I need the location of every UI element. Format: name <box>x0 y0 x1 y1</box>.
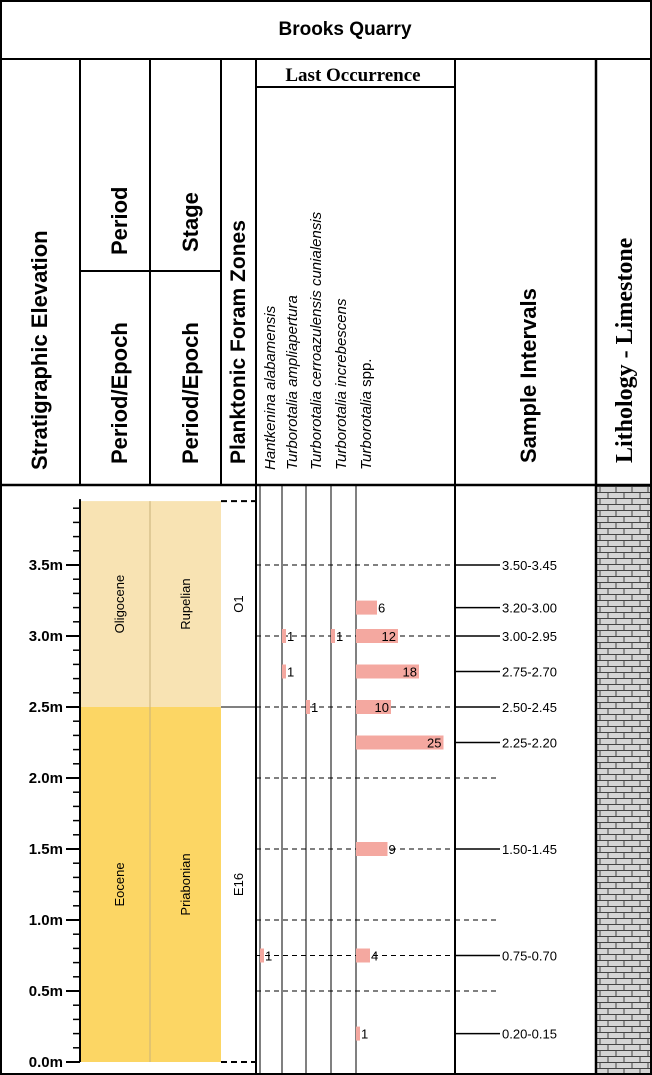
sample-intervals-header: Sample Intervals <box>516 288 541 463</box>
sample-interval-label: 3.20-3.00 <box>502 600 557 616</box>
count-label: 4 <box>371 948 379 964</box>
zones-header: Planktonic Foram Zones <box>227 220 250 464</box>
count-label: 6 <box>378 600 386 616</box>
count-bar <box>331 629 335 643</box>
count-bar <box>282 629 286 643</box>
count-label: 1 <box>265 948 273 964</box>
count-label: 9 <box>388 842 396 857</box>
count-label: 1 <box>336 629 344 644</box>
y-tick-label: 3.0m <box>28 628 63 645</box>
count-label: 12 <box>381 629 396 644</box>
zone-label: O1 <box>231 595 246 613</box>
y-tick-label: 1.5m <box>28 841 63 858</box>
count-bar <box>260 949 264 963</box>
species-label: Turborotalia spp. <box>358 358 375 470</box>
stage-label: Rupelian <box>178 578 193 630</box>
sample-interval-label: 3.50-3.45 <box>502 558 557 573</box>
count-label: 1 <box>287 629 295 644</box>
lithology-header: Lithology - Limestone <box>612 237 638 463</box>
count-label: 18 <box>402 664 417 680</box>
count-bar <box>356 949 370 963</box>
sample-interval-label: 2.25-2.20 <box>502 735 557 751</box>
y-tick-label: 0.5m <box>28 983 63 1000</box>
count-bar <box>356 601 377 615</box>
stage-label: Priabonian <box>178 853 193 916</box>
species-label: Turborotalia cerroazulensis cunialensis <box>308 211 325 470</box>
sample-interval-label: 2.75-2.70 <box>502 664 557 680</box>
zone-label: E16 <box>231 872 246 897</box>
epoch-label: Oligocene <box>112 574 127 634</box>
species-label: Turborotalia increbescens <box>333 298 350 470</box>
count-label: 10 <box>374 700 389 715</box>
species-label: Hantkenina alabamensis <box>262 305 279 470</box>
epoch-label: Eocene <box>112 862 127 907</box>
stage-header-bottom: Period/Epoch <box>178 322 203 464</box>
y-tick-label: 2.0m <box>28 770 63 787</box>
sample-interval-label: 0.20-0.15 <box>502 1026 557 1042</box>
last-occurrence-header: Last Occurrence <box>285 65 421 86</box>
sample-interval-label: 3.00-2.95 <box>502 629 557 644</box>
elevation-header: Stratigraphic Elevation <box>27 230 52 470</box>
count-bar <box>356 1027 360 1041</box>
species-label: Turborotalia ampliapertura <box>284 295 301 470</box>
period-header-top: Period <box>107 186 132 255</box>
count-bar <box>356 842 388 856</box>
y-tick-label: 0.0m <box>28 1054 63 1071</box>
chart-title: Brooks Quarry <box>278 19 412 40</box>
stage-header-top: Stage <box>178 192 203 252</box>
y-tick-label: 2.5m <box>28 699 63 716</box>
sample-interval-label: 1.50-1.45 <box>502 842 557 857</box>
y-tick-label: 1.0m <box>28 912 63 929</box>
count-label: 1 <box>311 700 319 715</box>
period-header-bottom: Period/Epoch <box>107 322 132 464</box>
count-bar <box>282 665 286 679</box>
sample-interval-label: 2.50-2.45 <box>502 700 557 715</box>
count-label: 25 <box>427 735 442 751</box>
count-label: 1 <box>361 1026 369 1042</box>
count-label: 1 <box>287 664 295 680</box>
sample-interval-label: 0.75-0.70 <box>502 948 557 964</box>
lithology-pattern <box>596 485 650 1073</box>
count-bar <box>306 700 310 714</box>
y-tick-label: 3.5m <box>28 557 63 574</box>
